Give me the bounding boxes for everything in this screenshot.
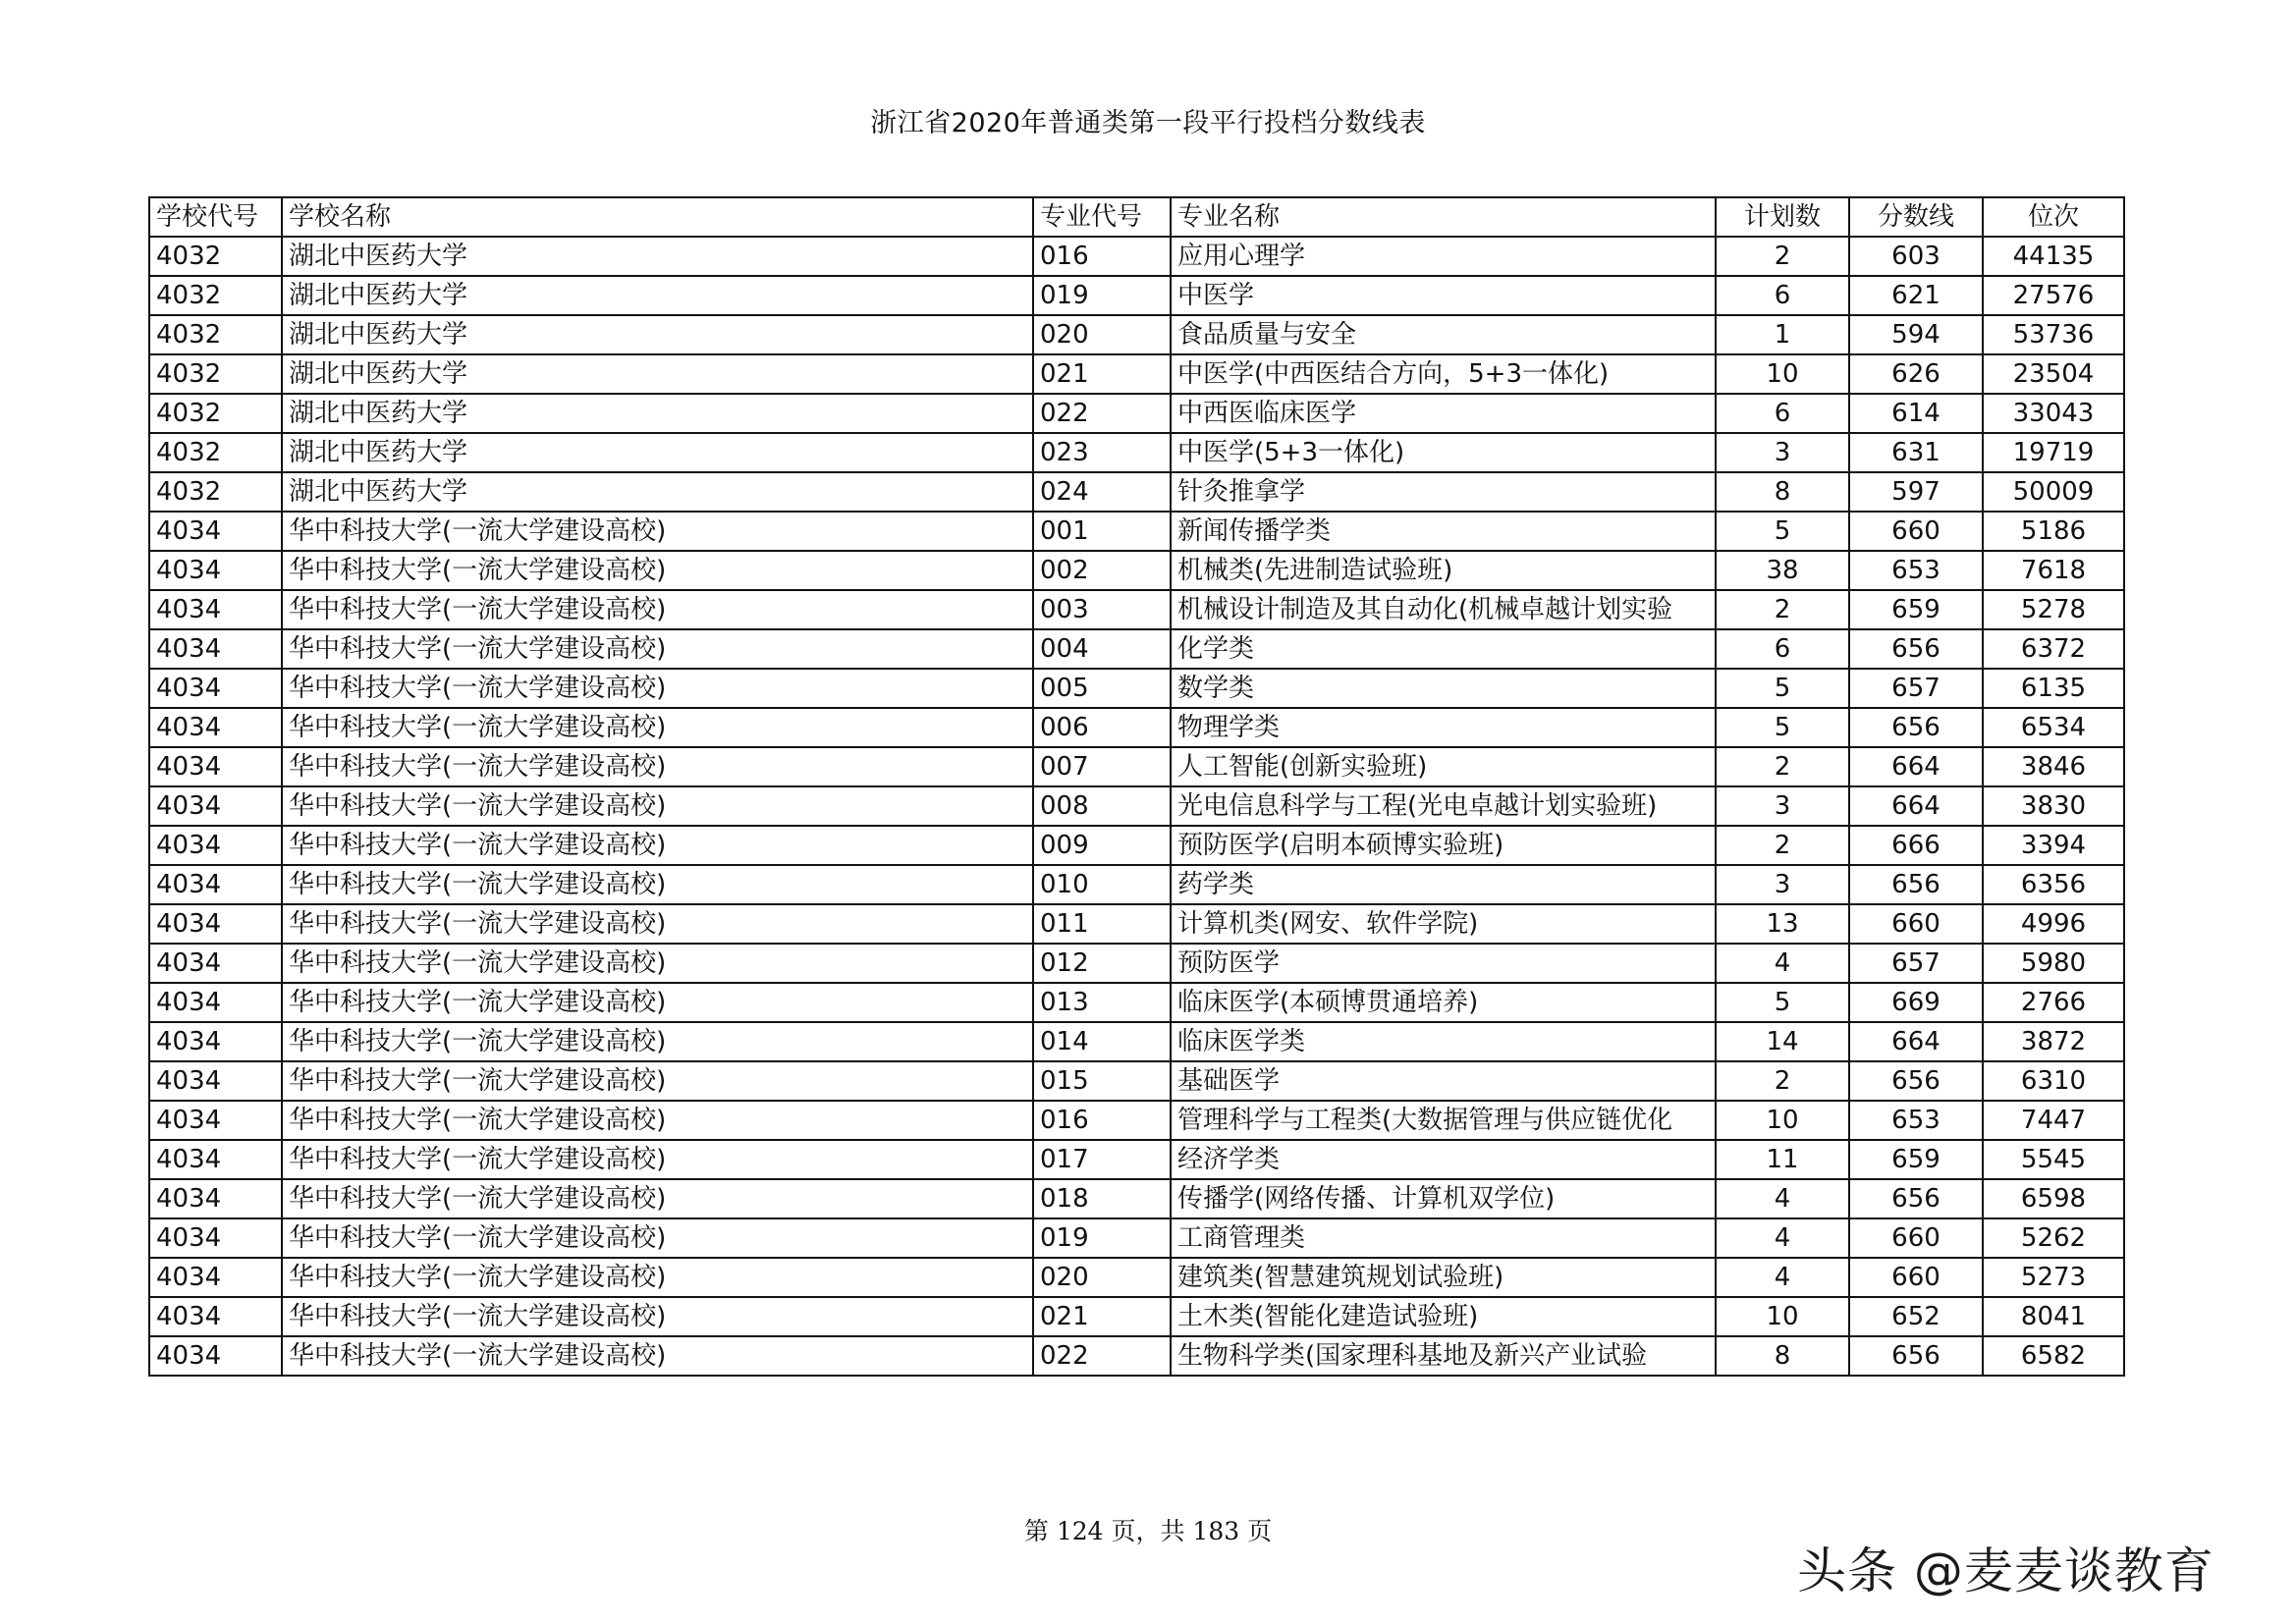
rank-cell: 6356 xyxy=(1983,865,2124,904)
plan-count-cell: 6 xyxy=(1716,394,1849,433)
plan-count-cell: 6 xyxy=(1716,276,1849,315)
table-row xyxy=(149,865,2124,904)
major-code-cell: 007 xyxy=(1033,747,1171,786)
table-row xyxy=(149,1179,2124,1218)
major-code-cell: 023 xyxy=(1033,433,1171,472)
plan-count-cell: 6 xyxy=(1716,629,1849,669)
rank-cell: 3872 xyxy=(1983,1022,2124,1061)
rank-cell: 5186 xyxy=(1983,512,2124,551)
school-code-cell: 4034 xyxy=(149,551,282,590)
school-name-cell: 华中科技大学(一流大学建设高校) xyxy=(282,786,1033,826)
plan-count-cell: 5 xyxy=(1716,512,1849,551)
table-row xyxy=(149,1297,2124,1336)
plan-count-cell: 4 xyxy=(1716,944,1849,983)
major-name-cell: 生物科学类(国家理科基地及新兴产业试验 xyxy=(1171,1336,1716,1376)
table-row xyxy=(149,904,2124,944)
school-name-cell: 华中科技大学(一流大学建设高校) xyxy=(282,590,1033,629)
score-line-cell: 656 xyxy=(1849,1061,1983,1101)
school-code-cell: 4034 xyxy=(149,1061,282,1101)
plan-count-cell: 13 xyxy=(1716,904,1849,944)
major-name-cell: 计算机类(网安、软件学院) xyxy=(1171,904,1716,944)
major-code-cell: 024 xyxy=(1033,472,1171,512)
major-name-cell: 预防医学(启明本硕博实验班) xyxy=(1171,826,1716,865)
major-code-cell: 009 xyxy=(1033,826,1171,865)
school-code-cell: 4032 xyxy=(149,315,282,354)
score-line-cell: 666 xyxy=(1849,826,1983,865)
rank-cell: 8041 xyxy=(1983,1297,2124,1336)
major-code-cell: 011 xyxy=(1033,904,1171,944)
score-line-cell: 631 xyxy=(1849,433,1983,472)
table-row xyxy=(149,276,2124,315)
school-code-cell: 4032 xyxy=(149,433,282,472)
major-name-cell: 中医学(中西医结合方向，5+3一体化) xyxy=(1171,354,1716,394)
school-name-cell: 华中科技大学(一流大学建设高校) xyxy=(282,1179,1033,1218)
plan-count-cell: 1 xyxy=(1716,315,1849,354)
rank-cell: 19719 xyxy=(1983,433,2124,472)
score-line-cell: 664 xyxy=(1849,786,1983,826)
header-plan-count: 计划数 xyxy=(1716,197,1849,237)
score-line-cell: 656 xyxy=(1849,865,1983,904)
table-row xyxy=(149,747,2124,786)
school-code-cell: 4034 xyxy=(149,983,282,1022)
rank-cell: 44135 xyxy=(1983,237,2124,276)
table-row xyxy=(149,708,2124,747)
score-line-cell: 659 xyxy=(1849,590,1983,629)
major-code-cell: 020 xyxy=(1033,1258,1171,1297)
school-name-cell: 湖北中医药大学 xyxy=(282,354,1033,394)
school-name-cell: 华中科技大学(一流大学建设高校) xyxy=(282,826,1033,865)
table-row xyxy=(149,394,2124,433)
school-code-cell: 4034 xyxy=(149,1140,282,1179)
school-name-cell: 湖北中医药大学 xyxy=(282,433,1033,472)
table-row xyxy=(149,433,2124,472)
major-code-cell: 004 xyxy=(1033,629,1171,669)
major-name-cell: 管理科学与工程类(大数据管理与供应链优化 xyxy=(1171,1101,1716,1140)
plan-count-cell: 8 xyxy=(1716,472,1849,512)
major-code-cell: 013 xyxy=(1033,983,1171,1022)
table-row xyxy=(149,1101,2124,1140)
school-code-cell: 4034 xyxy=(149,1336,282,1376)
table-row xyxy=(149,669,2124,708)
rank-cell: 5545 xyxy=(1983,1140,2124,1179)
table-row xyxy=(149,629,2124,669)
table-row xyxy=(149,1258,2124,1297)
school-code-cell: 4034 xyxy=(149,708,282,747)
plan-count-cell: 5 xyxy=(1716,669,1849,708)
school-code-cell: 4034 xyxy=(149,904,282,944)
major-name-cell: 食品质量与安全 xyxy=(1171,315,1716,354)
school-code-cell: 4032 xyxy=(149,276,282,315)
major-name-cell: 中医学(5+3一体化) xyxy=(1171,433,1716,472)
major-code-cell: 022 xyxy=(1033,1336,1171,1376)
rank-cell: 5262 xyxy=(1983,1218,2124,1258)
table-row xyxy=(149,512,2124,551)
major-name-cell: 中西医临床医学 xyxy=(1171,394,1716,433)
school-name-cell: 华中科技大学(一流大学建设高校) xyxy=(282,1218,1033,1258)
table-row xyxy=(149,1022,2124,1061)
score-line-cell: 626 xyxy=(1849,354,1983,394)
rank-cell: 6534 xyxy=(1983,708,2124,747)
plan-count-cell: 3 xyxy=(1716,433,1849,472)
table-row xyxy=(149,237,2124,276)
score-line-cell: 660 xyxy=(1849,512,1983,551)
major-name-cell: 药学类 xyxy=(1171,865,1716,904)
major-name-cell: 针灸推拿学 xyxy=(1171,472,1716,512)
score-line-cell: 653 xyxy=(1849,551,1983,590)
school-code-cell: 4034 xyxy=(149,1258,282,1297)
plan-count-cell: 2 xyxy=(1716,237,1849,276)
rank-cell: 7447 xyxy=(1983,1101,2124,1140)
rank-cell: 5980 xyxy=(1983,944,2124,983)
rank-cell: 6310 xyxy=(1983,1061,2124,1101)
school-code-cell: 4034 xyxy=(149,669,282,708)
major-code-cell: 001 xyxy=(1033,512,1171,551)
school-name-cell: 湖北中医药大学 xyxy=(282,276,1033,315)
score-line-cell: 669 xyxy=(1849,983,1983,1022)
major-code-cell: 021 xyxy=(1033,1297,1171,1336)
school-name-cell: 华中科技大学(一流大学建设高校) xyxy=(282,983,1033,1022)
score-line-cell: 621 xyxy=(1849,276,1983,315)
table-row xyxy=(149,826,2124,865)
table-row xyxy=(149,786,2124,826)
rank-cell: 27576 xyxy=(1983,276,2124,315)
major-code-cell: 010 xyxy=(1033,865,1171,904)
plan-count-cell: 4 xyxy=(1716,1218,1849,1258)
plan-count-cell: 10 xyxy=(1716,354,1849,394)
school-name-cell: 华中科技大学(一流大学建设高校) xyxy=(282,512,1033,551)
major-name-cell: 临床医学类 xyxy=(1171,1022,1716,1061)
header-major-name: 专业名称 xyxy=(1171,197,1716,237)
rank-cell: 7618 xyxy=(1983,551,2124,590)
table-row xyxy=(149,354,2124,394)
table-row xyxy=(149,1218,2124,1258)
major-code-cell: 006 xyxy=(1033,708,1171,747)
major-name-cell: 物理学类 xyxy=(1171,708,1716,747)
table-row xyxy=(149,1140,2124,1179)
table-row xyxy=(149,1061,2124,1101)
school-code-cell: 4032 xyxy=(149,472,282,512)
major-code-cell: 021 xyxy=(1033,354,1171,394)
major-code-cell: 022 xyxy=(1033,394,1171,433)
major-name-cell: 光电信息科学与工程(光电卓越计划实验班) xyxy=(1171,786,1716,826)
school-name-cell: 华中科技大学(一流大学建设高校) xyxy=(282,629,1033,669)
score-line-cell: 664 xyxy=(1849,1022,1983,1061)
plan-count-cell: 3 xyxy=(1716,865,1849,904)
plan-count-cell: 2 xyxy=(1716,1061,1849,1101)
school-name-cell: 华中科技大学(一流大学建设高校) xyxy=(282,1336,1033,1376)
score-line-cell: 652 xyxy=(1849,1297,1983,1336)
school-code-cell: 4032 xyxy=(149,237,282,276)
major-code-cell: 012 xyxy=(1033,944,1171,983)
school-code-cell: 4034 xyxy=(149,865,282,904)
rank-cell: 53736 xyxy=(1983,315,2124,354)
score-line-cell: 603 xyxy=(1849,237,1983,276)
major-code-cell: 016 xyxy=(1033,237,1171,276)
score-line-cell: 614 xyxy=(1849,394,1983,433)
plan-count-cell: 3 xyxy=(1716,786,1849,826)
header-major-code: 专业代号 xyxy=(1033,197,1171,237)
major-name-cell: 临床医学(本硕博贯通培养) xyxy=(1171,983,1716,1022)
major-name-cell: 预防医学 xyxy=(1171,944,1716,983)
school-name-cell: 华中科技大学(一流大学建设高校) xyxy=(282,1258,1033,1297)
score-line-cell: 660 xyxy=(1849,904,1983,944)
table-row xyxy=(149,590,2124,629)
plan-count-cell: 14 xyxy=(1716,1022,1849,1061)
school-code-cell: 4034 xyxy=(149,1297,282,1336)
score-line-cell: 597 xyxy=(1849,472,1983,512)
score-line-cell: 656 xyxy=(1849,1179,1983,1218)
score-line-cell: 659 xyxy=(1849,1140,1983,1179)
school-name-cell: 华中科技大学(一流大学建设高校) xyxy=(282,669,1033,708)
major-code-cell: 017 xyxy=(1033,1140,1171,1179)
school-name-cell: 华中科技大学(一流大学建设高校) xyxy=(282,1022,1033,1061)
school-name-cell: 华中科技大学(一流大学建设高校) xyxy=(282,1061,1033,1101)
table-row xyxy=(149,551,2124,590)
school-name-cell: 湖北中医药大学 xyxy=(282,237,1033,276)
school-code-cell: 4034 xyxy=(149,826,282,865)
rank-cell: 23504 xyxy=(1983,354,2124,394)
major-name-cell: 工商管理类 xyxy=(1171,1218,1716,1258)
school-code-cell: 4034 xyxy=(149,1022,282,1061)
table-row xyxy=(149,472,2124,512)
rank-cell: 6372 xyxy=(1983,629,2124,669)
rank-cell: 5273 xyxy=(1983,1258,2124,1297)
school-name-cell: 华中科技大学(一流大学建设高校) xyxy=(282,1101,1033,1140)
rank-cell: 2766 xyxy=(1983,983,2124,1022)
rank-cell: 5278 xyxy=(1983,590,2124,629)
table-row xyxy=(149,983,2124,1022)
rank-cell: 50009 xyxy=(1983,472,2124,512)
school-code-cell: 4034 xyxy=(149,629,282,669)
rank-cell: 3394 xyxy=(1983,826,2124,865)
school-code-cell: 4034 xyxy=(149,1101,282,1140)
school-name-cell: 华中科技大学(一流大学建设高校) xyxy=(282,904,1033,944)
score-line-cell: 664 xyxy=(1849,747,1983,786)
major-name-cell: 建筑类(智慧建筑规划试验班) xyxy=(1171,1258,1716,1297)
plan-count-cell: 5 xyxy=(1716,708,1849,747)
school-name-cell: 湖北中医药大学 xyxy=(282,472,1033,512)
score-line-cell: 660 xyxy=(1849,1218,1983,1258)
school-name-cell: 华中科技大学(一流大学建设高校) xyxy=(282,708,1033,747)
major-code-cell: 016 xyxy=(1033,1101,1171,1140)
table-header-row xyxy=(149,197,2124,237)
plan-count-cell: 8 xyxy=(1716,1336,1849,1376)
plan-count-cell: 5 xyxy=(1716,983,1849,1022)
major-code-cell: 020 xyxy=(1033,315,1171,354)
major-name-cell: 传播学(网络传播、计算机双学位) xyxy=(1171,1179,1716,1218)
school-code-cell: 4034 xyxy=(149,786,282,826)
major-code-cell: 018 xyxy=(1033,1179,1171,1218)
school-name-cell: 华中科技大学(一流大学建设高校) xyxy=(282,944,1033,983)
score-line-cell: 653 xyxy=(1849,1101,1983,1140)
plan-count-cell: 38 xyxy=(1716,551,1849,590)
page-title: 浙江省2020年普通类第一段平行投档分数线表 xyxy=(870,108,1426,138)
school-name-cell: 华中科技大学(一流大学建设高校) xyxy=(282,865,1033,904)
school-code-cell: 4034 xyxy=(149,944,282,983)
plan-count-cell: 2 xyxy=(1716,747,1849,786)
score-line-cell: 656 xyxy=(1849,1336,1983,1376)
table-row xyxy=(149,944,2124,983)
school-name-cell: 华中科技大学(一流大学建设高校) xyxy=(282,1140,1033,1179)
school-name-cell: 湖北中医药大学 xyxy=(282,315,1033,354)
rank-cell: 6135 xyxy=(1983,669,2124,708)
school-code-cell: 4032 xyxy=(149,354,282,394)
plan-count-cell: 11 xyxy=(1716,1140,1849,1179)
school-code-cell: 4034 xyxy=(149,590,282,629)
school-name-cell: 华中科技大学(一流大学建设高校) xyxy=(282,551,1033,590)
header-rank: 位次 xyxy=(1983,197,2124,237)
major-name-cell: 数学类 xyxy=(1171,669,1716,708)
major-name-cell: 经济学类 xyxy=(1171,1140,1716,1179)
rank-cell: 3846 xyxy=(1983,747,2124,786)
rank-cell: 6598 xyxy=(1983,1179,2124,1218)
major-code-cell: 003 xyxy=(1033,590,1171,629)
rank-cell: 3830 xyxy=(1983,786,2124,826)
major-code-cell: 014 xyxy=(1033,1022,1171,1061)
major-code-cell: 008 xyxy=(1033,786,1171,826)
school-name-cell: 华中科技大学(一流大学建设高校) xyxy=(282,1297,1033,1336)
plan-count-cell: 2 xyxy=(1716,590,1849,629)
major-name-cell: 土木类(智能化建造试验班) xyxy=(1171,1297,1716,1336)
header-school-code: 学校代号 xyxy=(149,197,282,237)
rank-cell: 4996 xyxy=(1983,904,2124,944)
plan-count-cell: 10 xyxy=(1716,1101,1849,1140)
plan-count-cell: 10 xyxy=(1716,1297,1849,1336)
score-line-cell: 594 xyxy=(1849,315,1983,354)
rank-cell: 33043 xyxy=(1983,394,2124,433)
major-code-cell: 019 xyxy=(1033,276,1171,315)
major-code-cell: 002 xyxy=(1033,551,1171,590)
major-name-cell: 应用心理学 xyxy=(1171,237,1716,276)
table-row xyxy=(149,1336,2124,1376)
score-line-cell: 657 xyxy=(1849,669,1983,708)
major-name-cell: 化学类 xyxy=(1171,629,1716,669)
score-table xyxy=(148,196,2125,1377)
rank-cell: 6582 xyxy=(1983,1336,2124,1376)
score-line-cell: 657 xyxy=(1849,944,1983,983)
header-score-line: 分数线 xyxy=(1849,197,1983,237)
school-name-cell: 湖北中医药大学 xyxy=(282,394,1033,433)
major-name-cell: 机械类(先进制造试验班) xyxy=(1171,551,1716,590)
major-name-cell: 人工智能(创新实验班) xyxy=(1171,747,1716,786)
school-name-cell: 华中科技大学(一流大学建设高校) xyxy=(282,747,1033,786)
score-line-cell: 660 xyxy=(1849,1258,1983,1297)
school-code-cell: 4034 xyxy=(149,1218,282,1258)
school-code-cell: 4034 xyxy=(149,747,282,786)
header-school-name: 学校名称 xyxy=(282,197,1033,237)
school-code-cell: 4032 xyxy=(149,394,282,433)
plan-count-cell: 4 xyxy=(1716,1179,1849,1218)
major-code-cell: 005 xyxy=(1033,669,1171,708)
page-footer: 第 124 页，共 183 页 xyxy=(1023,1517,1273,1545)
score-line-cell: 656 xyxy=(1849,629,1983,669)
school-code-cell: 4034 xyxy=(149,512,282,551)
watermark: 头条 @麦麦谈教育 xyxy=(1797,1542,2214,1599)
plan-count-cell: 2 xyxy=(1716,826,1849,865)
table-row xyxy=(149,315,2124,354)
major-code-cell: 019 xyxy=(1033,1218,1171,1258)
major-name-cell: 新闻传播学类 xyxy=(1171,512,1716,551)
major-name-cell: 机械设计制造及其自动化(机械卓越计划实验 xyxy=(1171,590,1716,629)
school-code-cell: 4034 xyxy=(149,1179,282,1218)
major-code-cell: 015 xyxy=(1033,1061,1171,1101)
plan-count-cell: 4 xyxy=(1716,1258,1849,1297)
major-name-cell: 基础医学 xyxy=(1171,1061,1716,1101)
table-body xyxy=(149,237,2124,1376)
major-name-cell: 中医学 xyxy=(1171,276,1716,315)
score-line-cell: 656 xyxy=(1849,708,1983,747)
